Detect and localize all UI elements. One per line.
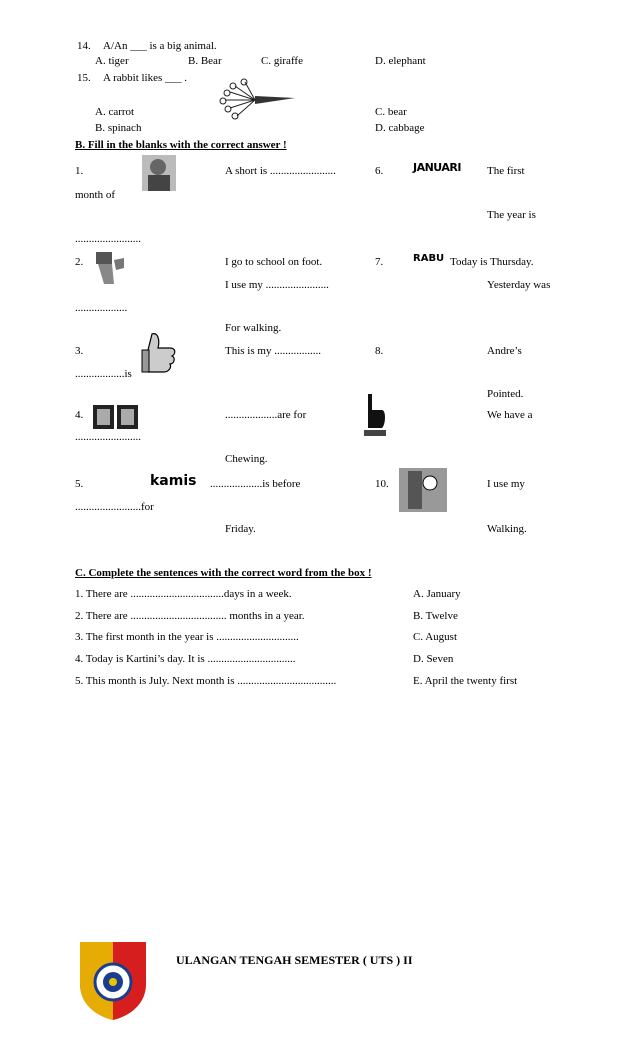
leg-image — [398, 467, 448, 513]
b2-trail: ................... — [75, 302, 128, 314]
b6-trail: ........................ — [75, 233, 141, 245]
b5-text2: Friday. — [225, 523, 256, 535]
b10-number: 10. — [375, 478, 389, 490]
q15-number: 15. — [77, 72, 91, 84]
pointing-hand-image — [360, 392, 390, 438]
b9-text: We have a — [487, 409, 533, 421]
b4-number: 4. — [75, 409, 84, 421]
b1-number: 1. — [75, 165, 84, 177]
part-b-heading: B. Fill in the blanks with the correct answer ! — [75, 139, 287, 151]
school-emblem-logo — [78, 938, 148, 1022]
c-option-a: A. January — [413, 588, 461, 600]
b2-text2: I use my ....................... — [225, 279, 329, 291]
b6-number: 6. — [375, 165, 384, 177]
b4-text: ...................are for — [225, 409, 307, 421]
b7-text2: Yesterday was — [487, 279, 551, 291]
c-sentence-4: 4. Today is Kartini’s day. It is ................................ — [75, 653, 296, 665]
q14-option-a: A. tiger — [95, 55, 129, 67]
b6-text2: The year is — [487, 209, 536, 221]
q14-text: A/An ___ is a big animal. — [103, 40, 217, 52]
januari-word-image: JANUARI — [413, 161, 461, 174]
q14-option-d: D. elephant — [375, 55, 426, 67]
b7-text: Today is Thursday. — [450, 256, 534, 268]
b7-number: 7. — [375, 256, 384, 268]
b10-text: I use my — [487, 478, 525, 490]
b3-number: 3. — [75, 345, 84, 357]
c-sentence-2: 2. There are ................................... months in a year. — [75, 610, 305, 622]
b6-text: The first — [487, 165, 525, 177]
b8-number: 8. — [375, 345, 384, 357]
feet-image — [90, 250, 130, 290]
b4-trail: ........................ — [75, 431, 141, 443]
person-image — [138, 153, 180, 193]
q15-option-a: A. carrot — [95, 106, 135, 118]
q14-option-b: B. Bear — [188, 55, 222, 67]
carrot-image — [205, 78, 297, 120]
c-sentence-1: 1. There are ..................................days in a week. — [75, 588, 292, 600]
part-c-heading: C. Complete the sentences with the correct word from the box ! — [75, 567, 372, 579]
kamis-word-image: kamis — [150, 473, 197, 489]
c-sentence-3: 3. The first month in the year is .............................. — [75, 631, 299, 643]
b2-text3: For walking. — [225, 322, 282, 334]
rabu-word-image: RABU — [413, 253, 445, 264]
q14-number: 14. — [77, 40, 91, 52]
c-sentence-5: 5. This month is July. Next month is .................................... — [75, 675, 337, 687]
b5-number: 5. — [75, 478, 84, 490]
footer-title: ULANGAN TENGAH SEMESTER ( UTS ) II — [176, 953, 413, 967]
b1-text: A short is ........................ — [225, 165, 336, 177]
c-option-b: B. Twelve — [413, 610, 458, 622]
b3-trail: ..................is — [75, 368, 132, 380]
b4-text2: Chewing. — [225, 453, 268, 465]
b10-text2: Walking. — [487, 523, 527, 535]
q15-option-d: D. cabbage — [375, 122, 425, 134]
b8-text2: Pointed. — [487, 388, 524, 400]
c-option-d: D. Seven — [413, 653, 454, 665]
c-option-e: E. April the twenty first — [413, 675, 518, 687]
thumb-image — [140, 330, 178, 376]
b2-number: 2. — [75, 256, 84, 268]
b5-text: ...................is before — [210, 478, 301, 490]
b8-text: Andre’s — [487, 345, 522, 357]
teeth-image — [92, 404, 140, 430]
q15-text: A rabbit likes ___ . — [103, 72, 188, 84]
q15-option-c: C. bear — [375, 106, 407, 118]
b1-trail: month of — [75, 189, 116, 201]
b3-text: This is my ................. — [225, 345, 321, 357]
b5-trail: ........................for — [75, 501, 154, 513]
q14-option-c: C. giraffe — [261, 55, 303, 67]
q15-option-b: B. spinach — [95, 122, 142, 134]
c-option-c: C. August — [413, 631, 458, 643]
b2-text: I go to school on foot. — [225, 256, 323, 268]
